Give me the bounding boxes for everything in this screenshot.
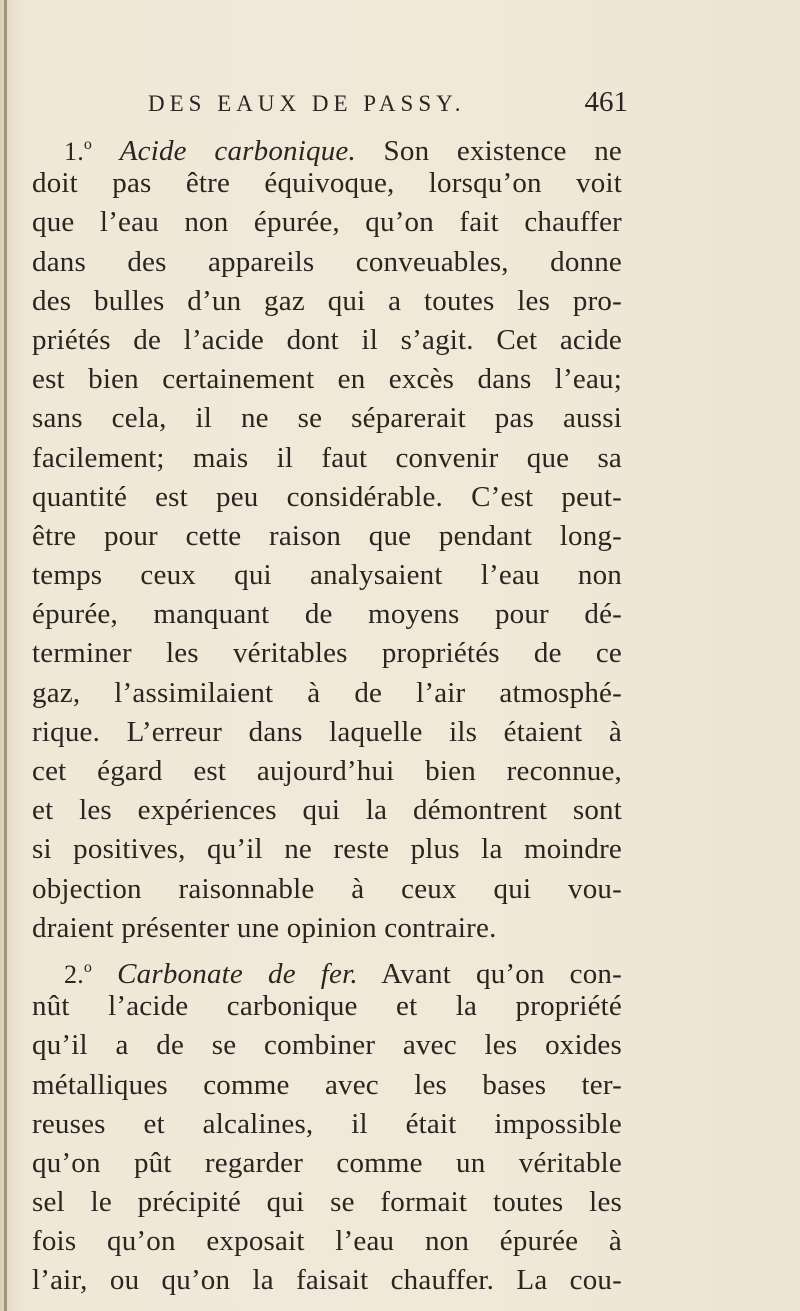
page-number: 461 [584, 86, 628, 118]
body-text [32, 125, 622, 1301]
text-line: facilement; mais il faut convenir que sa [32, 441, 622, 474]
section-heading: Acide carbonique. [119, 135, 356, 167]
text-line: fois qu’on exposait l’eau non épurée à [32, 1225, 622, 1258]
text-line: sel le précipité qui se formait toutes les [32, 1186, 622, 1219]
section-number-superscript: o [83, 958, 93, 976]
text-line: sans cela, il ne se séparerait pas aussi [32, 402, 622, 435]
binding-gutter [4, 0, 7, 1311]
text-line: nût l’acide carbonique et la propriété [32, 990, 622, 1023]
text-line: reuses et alcalines, il était impossible [32, 1107, 622, 1140]
text-line: doit pas être équivoque, lorsqu’on voit [32, 167, 622, 200]
text-line: objection raisonnable à ceux qui vou- [32, 872, 622, 905]
text-line: qu’il a de se combiner avec les oxides [32, 1029, 622, 1062]
text-line: 1.$^o$ Acide carbonique. Son existence ne [64, 135, 622, 167]
running-head-title: DES EAUX DE PASSY. [148, 91, 466, 116]
text-line: est bien certainement en excès dans l’eau; [32, 363, 622, 396]
running-head [148, 86, 628, 122]
text-line: et les expériences qui la démontrent sont [32, 794, 622, 827]
text-line: cet égard est aujourd’hui bien reconnue, [32, 755, 622, 787]
text-line: métalliques comme avec les bases ter- [32, 1068, 622, 1101]
text-line: que l’eau non épurée, qu’on fait chauffer [32, 206, 622, 239]
text-line: terminer les véritables propriétés de ce [32, 637, 622, 670]
text-line: quantité est peu considérable. C’est peut- [32, 480, 622, 513]
text-line: être pour cette raison que pendant long- [32, 519, 622, 552]
text-line: dans des appareils conveuables, donne [32, 245, 622, 278]
text-line: 2.$^o$ Carbonate de fer. Avant qu’on con- [64, 957, 622, 990]
text-line: l’air, ou qu’on la faisait chauffer. La cou- [32, 1264, 622, 1297]
text-line: temps ceux qui analysaient l’eau non [32, 559, 622, 592]
text-line: si positives, qu’il ne reste plus la moindre [32, 833, 622, 866]
section-number: 2. [64, 959, 84, 989]
text-line: qu’on pût regarder comme un véritable [32, 1146, 622, 1179]
text-line: rique. L’erreur dans laquelle ils étaient à [32, 715, 622, 748]
section-heading: Carbonate de fer. [117, 957, 358, 990]
text-line: priétés de l’acide dont il s’agit. Cet acide [32, 323, 622, 356]
text-line: gaz, l’assimilaient à de l’air atmosphé- [32, 676, 622, 709]
section-number: 1. [64, 137, 84, 166]
section-number-superscript: o [83, 136, 93, 153]
text-line: épurée, manquant de moyens pour dé- [32, 598, 622, 631]
text-line: draient présenter une opinion contraire. [32, 911, 497, 944]
text-line: des bulles d’un gaz qui a toutes les pro- [32, 284, 622, 317]
